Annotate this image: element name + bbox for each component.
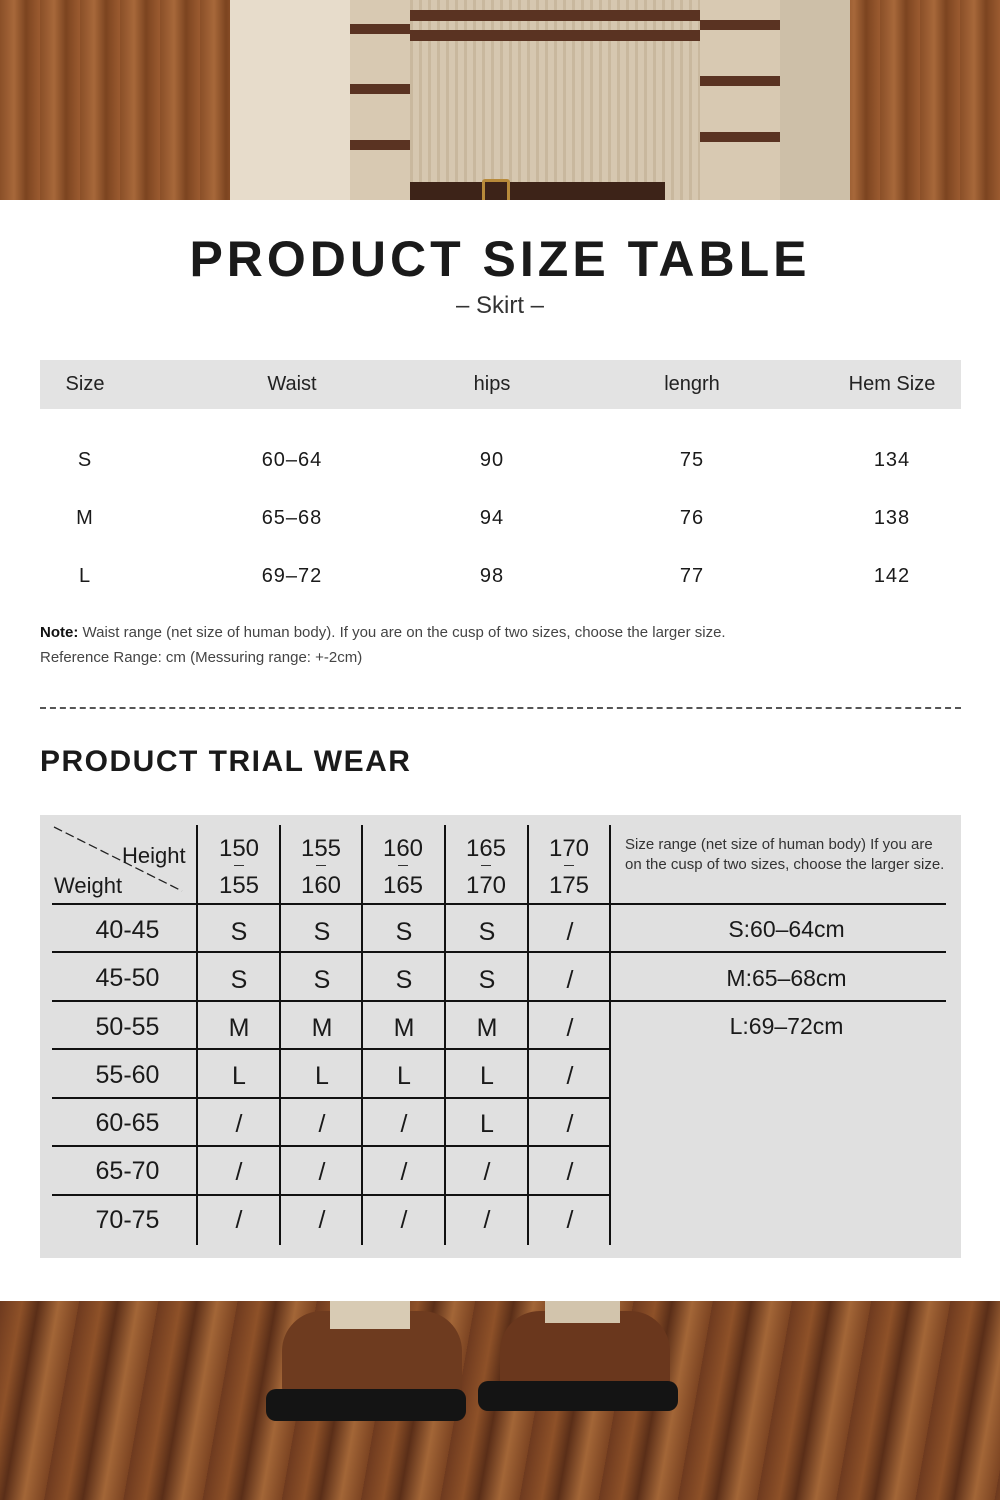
size-cell: /	[318, 1110, 326, 1138]
table-cell: M	[76, 507, 94, 529]
height-column-header: 150 155	[218, 835, 260, 899]
size-cell: /	[318, 1206, 326, 1234]
size-cell: /	[400, 1110, 408, 1138]
size-note	[40, 624, 726, 641]
size-cell: L	[232, 1062, 246, 1090]
header-length: lengrh	[664, 373, 720, 395]
size-cell: M	[311, 1014, 333, 1042]
weight-row-label: 55-60	[95, 1061, 160, 1089]
table-cell: 65–68	[261, 507, 323, 529]
size-cell: S	[478, 966, 496, 994]
height-column-header: 170 175	[548, 835, 590, 899]
size-cell: M	[393, 1014, 415, 1042]
header-hips: hips	[473, 373, 511, 395]
table-cell: S	[77, 449, 93, 471]
table-row	[40, 498, 961, 538]
size-cell: L	[480, 1062, 494, 1090]
height-column-header: 165 170	[465, 835, 507, 899]
top-product-photo	[0, 0, 1000, 200]
height-column-header: 160 165	[382, 835, 424, 899]
note-label: Note:	[40, 624, 79, 641]
size-cell: L	[397, 1062, 411, 1090]
size-range-note: Size range (net size of human body) If you are on the cusp of two sizes, choose the larger size.	[625, 836, 945, 873]
size-range-s: S:60–64cm	[728, 916, 845, 942]
size-cell: /	[400, 1158, 408, 1186]
size-cell: /	[566, 1014, 574, 1042]
size-cell: L	[480, 1110, 494, 1138]
header-hem-size: Hem Size	[848, 373, 936, 395]
table-row	[40, 556, 961, 596]
height-axis-label: Height	[122, 843, 186, 868]
height-column-header: 155 160	[300, 835, 342, 899]
size-cell: /	[566, 918, 574, 946]
size-cell: S	[395, 966, 413, 994]
table-cell: 77	[679, 565, 705, 587]
table-cell: L	[78, 565, 92, 587]
size-cell: S	[313, 918, 331, 946]
weight-row-label: 60-65	[95, 1109, 160, 1137]
size-cell: S	[395, 918, 413, 946]
size-cell: S	[230, 918, 248, 946]
size-cell: /	[318, 1158, 326, 1186]
header-waist: Waist	[267, 373, 317, 395]
table-cell: 69–72	[261, 565, 323, 587]
size-cell: /	[566, 966, 574, 994]
reference-range: Reference Range: cm (Messuring range: +-2cm)	[40, 649, 363, 666]
size-cell: M	[228, 1014, 250, 1042]
size-cell: M	[476, 1014, 498, 1042]
weight-row-label: 70-75	[95, 1206, 160, 1234]
size-cell: /	[400, 1206, 408, 1234]
size-table-header	[40, 360, 961, 409]
size-cell: /	[235, 1206, 243, 1234]
table-cell: 142	[873, 565, 911, 587]
table-cell: 94	[479, 507, 505, 529]
header-size: Size	[65, 373, 105, 395]
size-cell: /	[566, 1110, 574, 1138]
weight-axis-label: Weight	[54, 873, 123, 898]
size-chart-panel	[0, 200, 1000, 1301]
table-cell: 98	[479, 565, 505, 587]
size-cell: S	[313, 966, 331, 994]
size-range-l: L:69–72cm	[729, 1013, 844, 1039]
size-cell: S	[230, 966, 248, 994]
size-cell: /	[566, 1062, 574, 1090]
trial-wear-grid	[40, 815, 961, 1258]
table-cell: 138	[873, 507, 911, 529]
section-divider	[40, 707, 961, 709]
size-cell: /	[566, 1206, 574, 1234]
size-cell: /	[235, 1158, 243, 1186]
note-text: Waist range (net size of human body). If you are on the cusp of two sizes, choose the larger size.	[82, 624, 726, 641]
table-cell: 60–64	[261, 449, 323, 471]
table-cell: 134	[873, 449, 911, 471]
page-title: PRODUCT SIZE TABLE	[189, 231, 811, 287]
page-subtitle: – Skirt –	[455, 292, 545, 319]
table-cell: 90	[479, 449, 505, 471]
size-range-m: M:65–68cm	[726, 965, 847, 991]
size-cell: /	[235, 1110, 243, 1138]
size-cell: /	[566, 1158, 574, 1186]
weight-row-label: 40-45	[95, 916, 160, 944]
size-cell: /	[483, 1158, 491, 1186]
size-cell: /	[483, 1206, 491, 1234]
size-cell: S	[478, 918, 496, 946]
table-cell: 76	[679, 507, 705, 529]
bottom-product-photo	[0, 1301, 1000, 1500]
weight-row-label: 50-55	[95, 1013, 160, 1041]
weight-row-label: 65-70	[95, 1157, 160, 1185]
table-row	[40, 440, 961, 480]
size-cell: L	[315, 1062, 329, 1090]
weight-row-label: 45-50	[95, 964, 160, 992]
trial-wear-title: PRODUCT TRIAL WEAR	[40, 745, 412, 778]
table-cell: 75	[679, 449, 705, 471]
